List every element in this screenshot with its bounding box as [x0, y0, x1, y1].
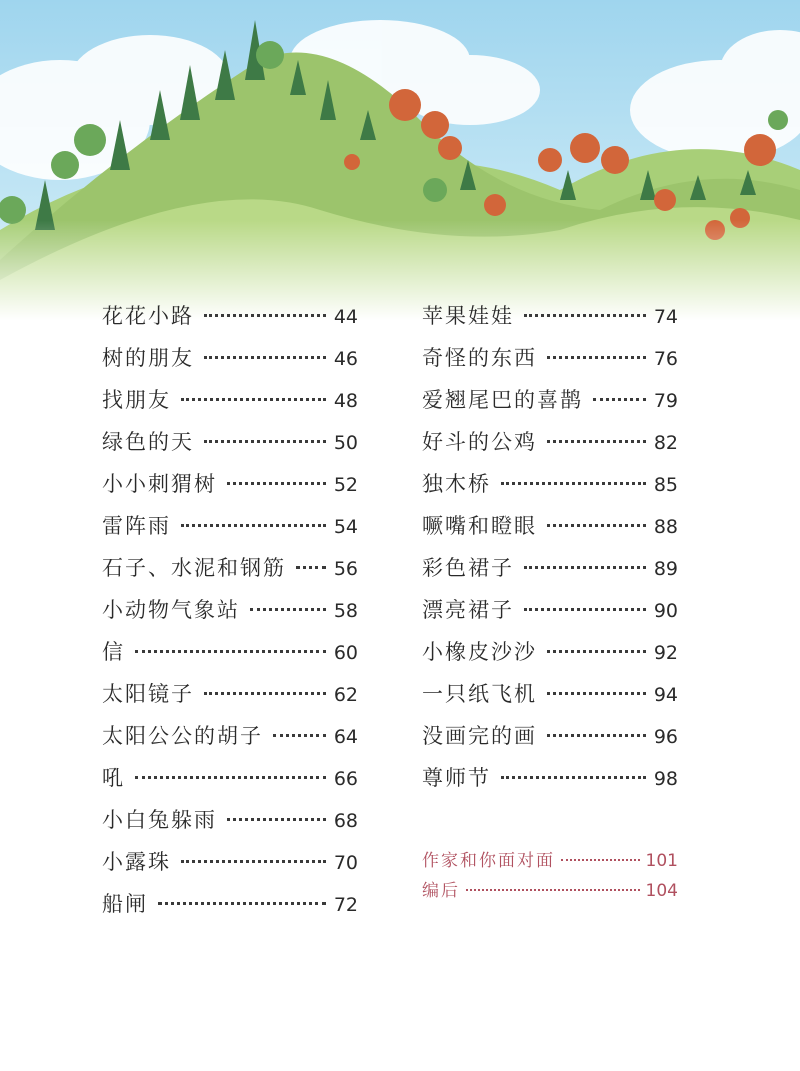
leader-dots: [524, 607, 646, 611]
toc-entry-title: 彩色裙子: [422, 556, 514, 580]
toc-entry-page: 88: [653, 516, 678, 538]
toc-entry-page: 52: [333, 474, 358, 496]
toc-entry-page: 94: [653, 684, 678, 706]
toc-entry[interactable]: [102, 337, 358, 379]
toc-entry-title: 奇怪的东西: [422, 346, 537, 370]
toc-entry[interactable]: [422, 547, 678, 589]
toc-entry[interactable]: [422, 421, 678, 463]
leader-dots: [547, 649, 646, 653]
leader-dots: [296, 565, 326, 569]
toc-entry[interactable]: [422, 876, 678, 906]
toc-entry-title: 船闸: [102, 892, 148, 916]
toc-entry[interactable]: [102, 883, 358, 925]
toc-entry-title: 好斗的公鸡: [422, 430, 537, 454]
toc-entry-title: 太阳公公的胡子: [102, 724, 263, 748]
hills-illustration: [0, 0, 800, 320]
toc-entry-page: 58: [333, 600, 358, 622]
toc-entry[interactable]: [102, 715, 358, 757]
leader-dots: [501, 775, 646, 779]
toc-entry-page: 62: [333, 684, 358, 706]
toc-entry-page: 46: [333, 348, 358, 370]
leader-dots: [158, 901, 326, 905]
toc-entry[interactable]: [422, 846, 678, 876]
leader-dots: [524, 313, 646, 317]
leader-dots: [547, 439, 646, 443]
toc-entry-title: 小露珠: [102, 850, 171, 874]
toc-entry-page: 64: [333, 726, 358, 748]
toc-entry-title: 太阳镜子: [102, 682, 194, 706]
leader-dots: [501, 481, 646, 485]
toc-entry[interactable]: [422, 757, 678, 799]
leader-dots: [135, 649, 326, 653]
leader-dots: [204, 355, 326, 359]
leader-dots: [547, 355, 646, 359]
toc-entry-page: 90: [653, 600, 678, 622]
toc-entry-title: 编后: [422, 881, 460, 901]
toc-entry-title: 树的朋友: [102, 346, 194, 370]
toc-entry-page: 44: [333, 306, 358, 328]
toc-entry-title: 作家和你面对面: [422, 851, 555, 871]
toc-entry-title: 绿色的天: [102, 430, 194, 454]
toc-entry[interactable]: [422, 337, 678, 379]
leader-dots: [466, 888, 640, 891]
toc-entry[interactable]: [422, 715, 678, 757]
toc-right-column: [422, 295, 678, 799]
toc-entry[interactable]: [422, 295, 678, 337]
toc-entry[interactable]: [422, 631, 678, 673]
toc-entry[interactable]: [422, 589, 678, 631]
toc-entry-title: 小橡皮沙沙: [422, 640, 537, 664]
toc-entry[interactable]: [422, 463, 678, 505]
toc-entry-title: 石子、水泥和钢筋: [102, 556, 286, 580]
toc-entry-title: 漂亮裙子: [422, 598, 514, 622]
toc-entry-title: 爱翘尾巴的喜鹊: [422, 388, 583, 412]
leader-dots: [227, 817, 326, 821]
toc-entry[interactable]: [102, 295, 358, 337]
toc-entry-page: 56: [333, 558, 358, 580]
toc-entry-page: 101: [645, 851, 678, 871]
toc-entry[interactable]: [102, 379, 358, 421]
leader-dots: [561, 858, 640, 861]
toc-entry[interactable]: [102, 421, 358, 463]
toc-entry-title: 一只纸飞机: [422, 682, 537, 706]
toc-entry-page: 70: [333, 852, 358, 874]
leader-dots: [593, 397, 646, 401]
leader-dots: [547, 733, 646, 737]
toc-entry-page: 85: [653, 474, 678, 496]
toc-entry-page: 74: [653, 306, 678, 328]
leader-dots: [181, 523, 326, 527]
toc-entry-title: 尊师节: [422, 766, 491, 790]
toc-entry-title: 找朋友: [102, 388, 171, 412]
toc-entry-title: 花花小路: [102, 304, 194, 328]
toc-entry-page: 89: [653, 558, 678, 580]
toc-entry-title: 噘嘴和瞪眼: [422, 514, 537, 538]
toc-entry-title: 吼: [102, 766, 125, 790]
toc-entry-title: 小动物气象站: [102, 598, 240, 622]
toc-entry-page: 66: [333, 768, 358, 790]
toc-entry[interactable]: [102, 841, 358, 883]
toc-entry-title: 苹果娃娃: [422, 304, 514, 328]
toc-entry[interactable]: [422, 505, 678, 547]
toc-entry-page: 60: [333, 642, 358, 664]
leader-dots: [273, 733, 326, 737]
leader-dots: [204, 313, 326, 317]
toc-entry-page: 82: [653, 432, 678, 454]
leader-dots: [204, 439, 326, 443]
leader-dots: [227, 481, 326, 485]
toc-entry-page: 68: [333, 810, 358, 832]
toc-entry[interactable]: [102, 505, 358, 547]
toc-entry-page: 96: [653, 726, 678, 748]
toc-entry-page: 72: [333, 894, 358, 916]
toc-entry[interactable]: [102, 757, 358, 799]
toc-entry-page: 76: [653, 348, 678, 370]
toc-entry-page: 54: [333, 516, 358, 538]
toc-appendix: [422, 846, 678, 906]
toc-entry-title: 小白兔躲雨: [102, 808, 217, 832]
leader-dots: [181, 859, 326, 863]
toc-entry-page: 48: [333, 390, 358, 412]
toc-entry-title: 小小刺猬树: [102, 472, 217, 496]
toc-entry-title: 雷阵雨: [102, 514, 171, 538]
leader-dots: [204, 691, 326, 695]
toc-entry[interactable]: [102, 673, 358, 715]
toc-entry-page: 79: [653, 390, 678, 412]
leader-dots: [547, 691, 646, 695]
toc-entry[interactable]: [102, 589, 358, 631]
toc-entry-title: 没画完的画: [422, 724, 537, 748]
toc-entry-page: 98: [653, 768, 678, 790]
toc-entry[interactable]: [102, 463, 358, 505]
toc-entry[interactable]: [102, 547, 358, 589]
leader-dots: [524, 565, 646, 569]
toc-entry[interactable]: [422, 673, 678, 715]
toc-entry-page: 50: [333, 432, 358, 454]
toc-entry[interactable]: [422, 379, 678, 421]
leader-dots: [181, 397, 326, 401]
toc-entry-title: 信: [102, 640, 125, 664]
toc-entry[interactable]: [102, 631, 358, 673]
toc-entry-page: 92: [653, 642, 678, 664]
leader-dots: [135, 775, 326, 779]
leader-dots: [250, 607, 326, 611]
toc-entry[interactable]: [102, 799, 358, 841]
toc-entry-title: 独木桥: [422, 472, 491, 496]
toc-left-column: [102, 295, 358, 925]
toc-entry-page: 104: [645, 881, 678, 901]
leader-dots: [547, 523, 646, 527]
